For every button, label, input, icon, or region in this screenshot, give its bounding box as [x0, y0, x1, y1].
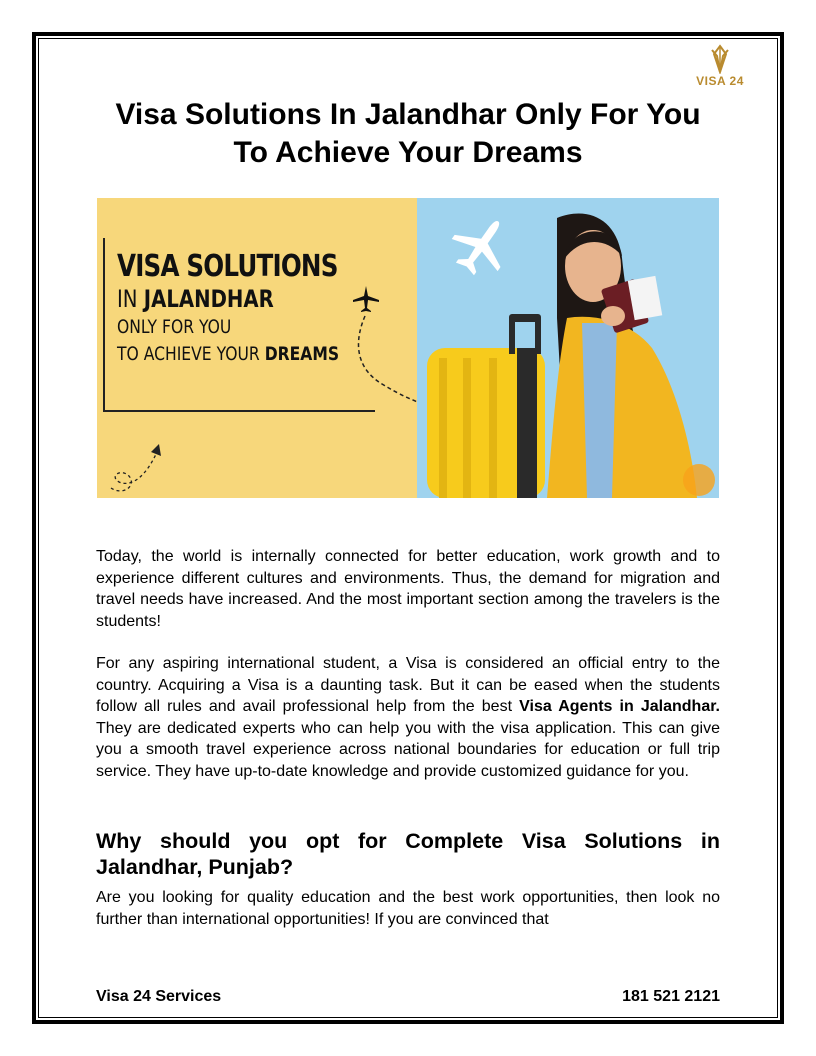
hero-line-4-bold: DREAMS: [264, 343, 340, 365]
hero-frame-bottom-line: [103, 410, 375, 412]
paragraph-visa-agents-after: They are dedicated experts who can help you with the visa application. This can give you a smooth travel experience across national boundaries for education or full trip service. They have up-to-date knowledge and provide customized guidance for you.: [96, 719, 720, 780]
flight-path-decoration: [347, 314, 417, 404]
hero-line-2-bold: JALANDHAR: [143, 285, 274, 313]
paragraph-intro: Today, the world is internally connected for better education, work growth and to experience different cultures and environments. Thus, the demand for migration and travel needs have increased. And the most important section among the travelers is the students!: [96, 548, 720, 630]
footer-phone: 181 521 2121: [622, 988, 720, 1005]
section-heading: Why should you opt for Complete Visa Solutions in Jalandhar, Punjab?: [96, 829, 720, 879]
hero-line-3: ONLY FOR YOU: [117, 316, 232, 338]
logo-text: VISA 24: [696, 74, 744, 88]
hero-line-2-prefix: IN: [117, 285, 144, 313]
hero-frame-left-line: [103, 238, 105, 410]
airplane-small-icon: [351, 284, 381, 314]
arrow-icon: [107, 438, 167, 496]
hero-line-4-prefix: TO ACHIEVE YOUR: [117, 343, 265, 365]
paragraph-opportunities: Are you looking for quality education and the best work opportunities, then look no further than international opportunities! If you are convinced that: [96, 889, 720, 928]
logo-emblem-icon: [706, 44, 734, 74]
visa-agents-link-text: Visa Agents in Jalandhar.: [519, 698, 721, 715]
hero-banner: [97, 198, 719, 498]
hero-line-2: [117, 284, 339, 314]
hero-line-4: [117, 341, 339, 368]
traveler-illustration: [417, 198, 719, 498]
paragraph-visa-agents-before: For any aspiring international student, a Visa is considered an official entry to the country. Acquiring a Visa is a daunting task. But it can be eased when the students follow all rules and avail professional help from the best: [96, 655, 720, 715]
page-title: Visa Solutions In Jalandhar Only For You To Achieve Your Dreams: [115, 98, 701, 169]
visa24-logo: [690, 44, 750, 94]
footer-company: Visa 24 Services: [96, 988, 222, 1005]
paragraph-visa-agents: [96, 653, 720, 782]
hero-line-1: VISA SOLUTIONS: [117, 249, 338, 284]
